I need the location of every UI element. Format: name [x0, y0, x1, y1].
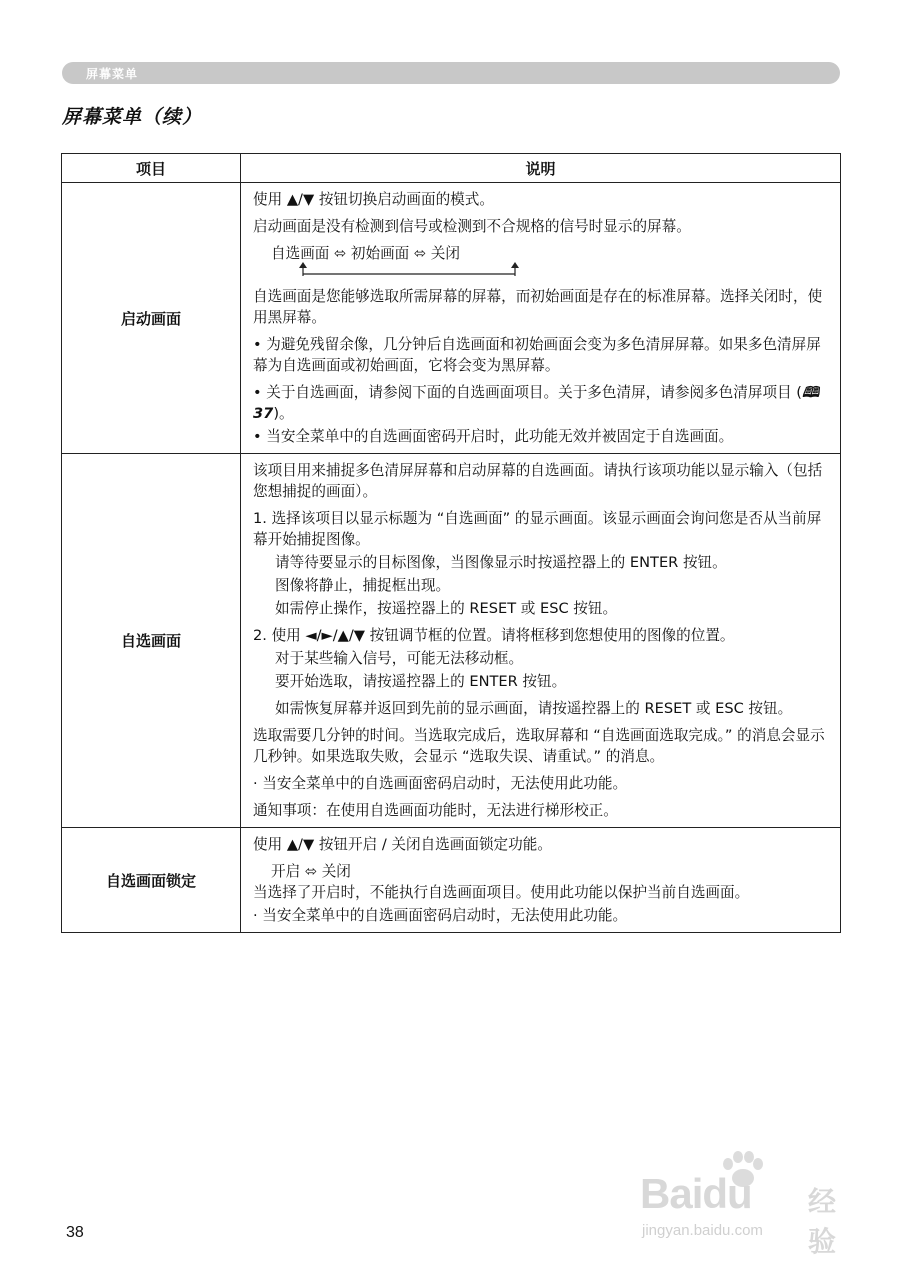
note-line: · 当安全菜单中的自选画面密码启动时，无法使用此功能。: [253, 775, 628, 792]
step-1-detail: 如需停止操作，按遥控器上的 RESET 或 ESC 按钮。: [275, 600, 618, 617]
note-text-end: )。: [273, 405, 294, 422]
header-desc: 说明: [241, 154, 841, 183]
section-header-bar: [62, 62, 840, 84]
item-startup-screen: 启动画面: [62, 183, 241, 454]
mode-cycle: 开启 ⬄ 关闭: [271, 863, 351, 880]
desc-my-screen-lock: [241, 828, 841, 933]
note-text: • 关于自选画面，请参阅下面的自选画面项目。关于多色清屏，请参阅多色清屏项目 (: [253, 384, 802, 401]
page-ref: 37: [253, 405, 274, 422]
step-2-detail: 要开始选取，请按遥控器上的 ENTER 按钮。: [275, 673, 567, 690]
desc-line: 该项目用来捕捉多色清屏屏幕和启动屏幕的自选画面。请执行该项功能以显示输入（包括您想捕捉的画面）。: [253, 462, 823, 500]
section-label: 屏幕菜单: [86, 67, 139, 81]
table-row: [62, 183, 841, 454]
step-2-detail: 对于某些输入信号，可能无法移动框。: [275, 650, 524, 667]
desc-line: 使用 ▲/▼ 按钮切换启动画面的模式。: [253, 191, 494, 208]
desc-line: 选取需要几分钟的时间。当选取完成后，选取屏幕和 “自选画面选取完成。” 的消息会显示几秒钟。如果选取失败，会显示 “选取失误、请重试。” 的消息。: [253, 727, 825, 765]
table-header-row: [62, 154, 841, 183]
book-icon: 🕮: [801, 384, 820, 401]
page-title: 屏幕菜单（续）: [62, 106, 203, 128]
desc-line: 当选择了开启时，不能执行自选画面项目。使用此功能以保护当前自选画面。: [253, 884, 750, 901]
step-2: 2. 使用 ◄/►/▲/▼ 按钮调节框的位置。请将框移到您想使用的图像的位置。: [253, 627, 735, 644]
table-row: [62, 828, 841, 933]
desc-line: 自选画面是您能够选取所需屏幕的屏幕，而初始画面是存在的标准屏幕。选择关闭时，使用黑屏幕。: [253, 288, 823, 326]
watermark-brand: 经验: [808, 1185, 837, 1258]
baidu-watermark: [640, 1150, 850, 1258]
header-item: 项目: [62, 154, 241, 183]
notice-line: 通知事项：在使用自选画面功能时，无法进行梯形校正。: [253, 802, 618, 819]
desc-my-screen: [241, 454, 841, 828]
loop-arrow-icon: [299, 262, 830, 278]
desc-line: 启动画面是没有检测到信号或检测到不合规格的信号时显示的屏幕。: [253, 218, 691, 235]
mode-cycle: 自选画面 ⬄ 初始画面 ⬄ 关闭: [271, 245, 460, 262]
menu-table: [61, 153, 841, 933]
step-1: 1. 选择该项目以显示标题为 “自选画面” 的显示画面。该显示画面会询问您是否从当前屏幕开始捕捉图像。: [253, 510, 822, 548]
note-line: • 当安全菜单中的自选画面密码开启时，此功能无效并被固定于自选画面。: [253, 428, 734, 445]
watermark-logo: Baidu: [640, 1170, 752, 1217]
table-row: [62, 454, 841, 828]
desc-line: 使用 ▲/▼ 按钮开启 / 关闭自选画面锁定功能。: [253, 836, 552, 853]
note-line: [253, 382, 830, 424]
note-line: • 为避免残留余像，几分钟后自选画面和初始画面会变为多色清屏屏幕。如果多色清屏屏幕为自选画面或初始画面，它将会变为黑屏幕。: [253, 336, 821, 374]
step-1-detail: 图像将静止，捕捉框出现。: [275, 577, 451, 594]
step-2-detail: 如需恢复屏幕并返回到先前的显示画面，请按遥控器上的 RESET 或 ESC 按钮。: [275, 700, 793, 717]
watermark-url: jingyan.baidu.com: [642, 1222, 763, 1239]
desc-startup-screen: [241, 183, 841, 454]
step-1-detail: 请等待要显示的目标图像，当图像显示时按遥控器上的 ENTER 按钮。: [275, 554, 727, 571]
item-my-screen: 自选画面: [62, 454, 241, 828]
note-line: · 当安全菜单中的自选画面密码启动时，无法使用此功能。: [253, 907, 628, 924]
page-number: 38: [66, 1224, 84, 1241]
item-my-screen-lock: 自选画面锁定: [62, 828, 241, 933]
